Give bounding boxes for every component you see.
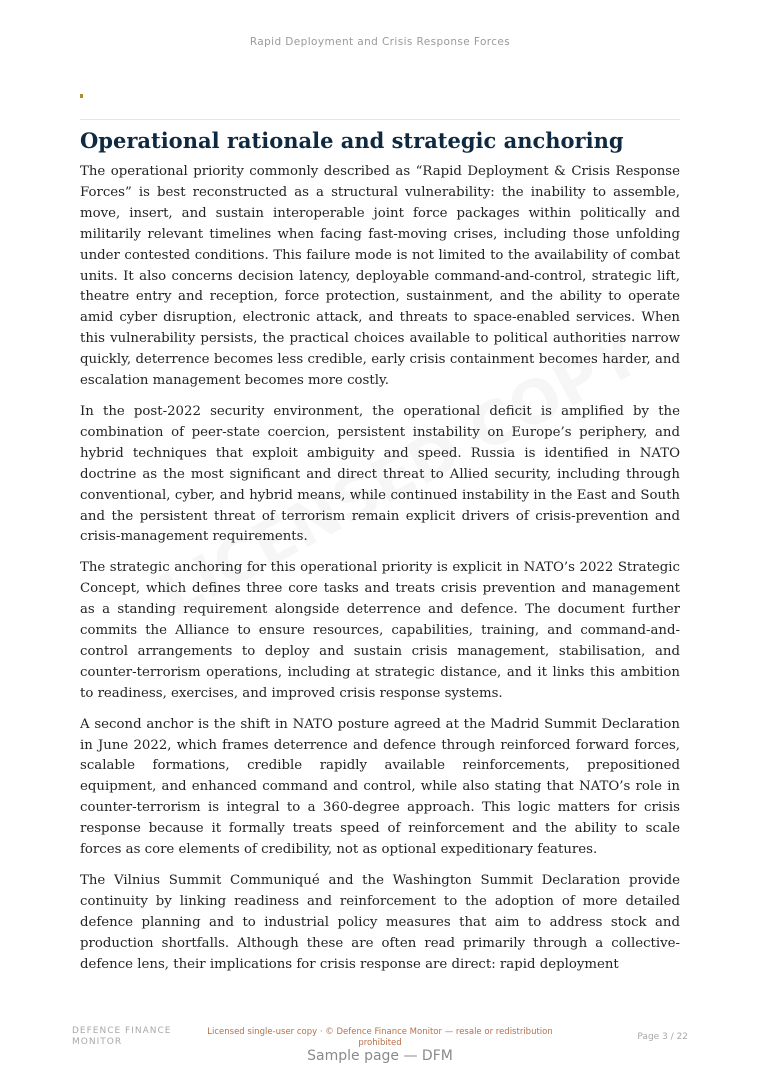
paragraph-4: A second anchor is the shift in NATO posture agreed at the Madrid Summit Declaration in June 2022, which frames deterrence and defence through reinforced forward forces, scalable formations, credible rapidly available reinforcements, prepositioned equipment, and enhanced command and control, while also stating that NATO’s role in counter-terrorism is integral to a 360-degree approach. This logic matters for crisis response because it formally treats speed of reinforcement and the ability to scale forces as core elements of credibility, not as optional expeditionary features. (80, 716, 680, 858)
page-number: Page 3 / 22 (637, 1032, 688, 1042)
section-body (80, 126, 680, 994)
sample-page-label: Sample page — DFM (307, 1048, 453, 1064)
footer-brand-line-2: MONITOR (72, 1037, 123, 1047)
paragraph-1: The operational priority commonly described as “Rapid Deployment & Crisis Response Forces” is best reconstructed as a structural vulnerability: the inability to assemble, move, insert, and sustain interoperable joint force packages within politically and militarily relevant timelines when facing fast-moving crises, including those unfolding under contested conditions. This failure mode is not limited to the availability of combat units. It also concerns decision latency, deployable command-and-control, strategic lift, theatre entry and reception, force protection, sustainment, and the ability to operate amid cyber disruption, electronic attack, and threats to space-enabled services. When this vulnerability persists, the practical choices available to political authorities narrow quickly, deterrence becomes less credible, early crisis containment becomes harder, and escalation management becomes more costly. (80, 164, 680, 389)
footer-brand (72, 1026, 192, 1048)
section-heading: Operational rationale and strategic anchoring (80, 128, 624, 153)
header-divider (80, 119, 680, 120)
paragraph-3: The strategic anchoring for this operational priority is explicit in NATO’s 2022 Strategic Concept, which defines three core tasks and treats crisis prevention and management as a standing requirement alongside deterrence and defence. The document further commits the Alliance to ensure resources, capabilities, training, and command-and-control arrangements to deploy and sustain crisis management, stabilisation, and counter-terrorism operations, including at strategic distance, and it links this ambition to readiness, exercises, and improved crisis response systems. (80, 560, 680, 701)
paragraph-2: In the post-2022 security environment, the operational deficit is amplified by the combination of peer-state coercion, persistent instability on Europe’s periphery, and hybrid techniques that exploit ambiguity and speed. Russia is identified in NATO doctrine as the most significant and direct threat to Allied security, including through conventional, cyber, and hybrid means, while continued instability in the East and South and the persistent threat of terrorism remain explicit drivers of crisis-prevention and crisis-management requirements. (80, 403, 680, 545)
paragraph-5: The Vilnius Summit Communiqué and the Washington Summit Declaration provide continuity by linking readiness and reinforcement to the adoption of more detailed defence planning and to industrial policy measures that aim to address stock and production shortfalls. Although these are often read primarily through a collective-defence lens, their implications for crisis response are direct: rapid deployment (80, 873, 680, 972)
accent-mark (80, 94, 83, 98)
footer-license-notice: Licensed single-user copy · © Defence Finance Monitor — resale or redistribution prohibited (207, 1027, 553, 1048)
running-header: Rapid Deployment and Crisis Response Forces (249, 36, 511, 48)
footer-brand-line-1: DEFENCE FINANCE (72, 1026, 172, 1036)
